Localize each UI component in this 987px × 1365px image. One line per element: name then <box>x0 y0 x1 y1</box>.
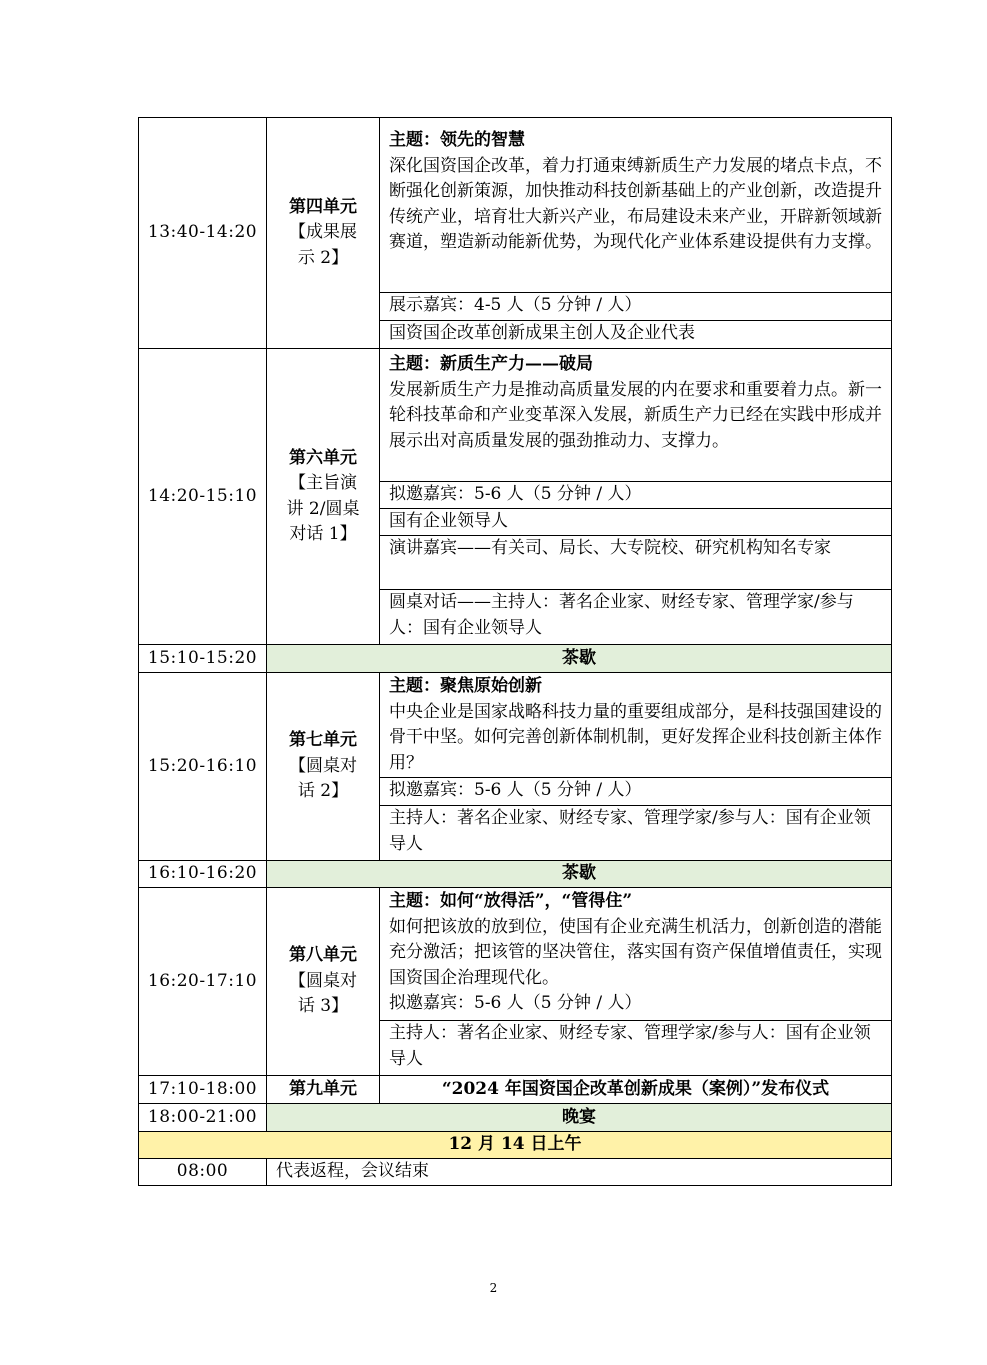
speakers-line: 演讲嘉宾——有关司、局长、大专院校、研究机构知名专家 <box>380 536 891 590</box>
dinner-label: 晚宴 <box>267 1104 892 1132</box>
time-cell: 17:10-18:00 <box>138 1076 267 1104</box>
host-line: 主持人：著名企业家、财经专家、管理学家/参与人：国有企业领导人 <box>389 1023 871 1069</box>
theme-block <box>380 673 891 778</box>
unit-name: 第九单元 <box>267 1076 380 1104</box>
guests-line: 拟邀嘉宾：5-6 人（5 分钟 / 人） <box>380 482 891 510</box>
unit-subtitle: 示 2】 <box>297 247 349 268</box>
content-cell <box>380 673 892 861</box>
unit-name: 第四单元 <box>289 196 357 217</box>
time-cell: 15:10-15:20 <box>138 645 267 673</box>
unit-subtitle: 【成果展 <box>289 222 357 243</box>
theme-title: 主题：领先的智慧 <box>389 130 525 150</box>
time-cell: 15:20-16:10 <box>138 673 267 861</box>
theme-title: 主题：如何“放得活”，“管得住” <box>389 891 633 911</box>
tea-break-label: 茶歇 <box>267 645 892 673</box>
unit-subtitle: 对话 1】 <box>289 524 357 544</box>
unit-subtitle: 讲 2/圆桌 <box>286 498 360 519</box>
agenda-table <box>138 117 892 1186</box>
unit-subtitle: 【主旨演 <box>289 473 357 493</box>
content-cell <box>380 888 892 1076</box>
unit-subtitle: 话 2】 <box>297 781 349 802</box>
day-header: 12 月 14 日上午 <box>138 1132 892 1159</box>
theme-title: 主题：聚焦原始创新 <box>389 676 542 696</box>
unit-name: 第七单元 <box>289 730 357 751</box>
time-cell: 16:20-17:10 <box>138 888 267 1076</box>
unit-cell <box>267 888 380 1076</box>
time-cell: 14:20-15:10 <box>138 349 267 645</box>
unit-name: 第八单元 <box>289 945 357 966</box>
theme-title: 主题：新质生产力——破局 <box>389 354 593 374</box>
tea-break-label: 茶歇 <box>267 861 892 888</box>
unit-name: 第六单元 <box>289 447 357 468</box>
host-line: 主持人：著名企业家、财经专家、管理学家/参与人：国有企业领导人 <box>389 808 871 854</box>
theme-block <box>380 888 891 1021</box>
people-line: 国资国企改革创新成果主创人及企业代表 <box>389 323 695 344</box>
time-cell: 13:40-14:20 <box>138 117 267 349</box>
theme-description: 深化国资国企改革，着力打通束缚新质生产力发展的堵点卡点，不断强化创新策源，加快推动科技创新基础上的产业创新，改造提升传统产业，培育壮大新兴产业，布局建设未来产业，开辟新领域新赛道，塑造新动能新优势，为现代化产业体系建设提供有力支撑。 <box>389 155 882 252</box>
unit-cell <box>267 117 380 349</box>
roundtable-line: 圆桌对话——主持人：著名企业家、财经专家、管理学家/参与人：国有企业领导人 <box>389 592 854 638</box>
unit-subtitle: 话 3】 <box>297 996 349 1017</box>
unit-cell <box>267 349 380 645</box>
unit-subtitle: 【圆桌对 <box>289 755 357 776</box>
time-cell: 16:10-16:20 <box>138 861 267 888</box>
page-number: 2 <box>489 1281 498 1295</box>
unit-subtitle: 【圆桌对 <box>289 970 357 991</box>
guests-line: 拟邀嘉宾：5-6 人（5 分钟 / 人） <box>389 993 642 1013</box>
leaders-line: 国有企业领导人 <box>380 509 891 536</box>
guests-line: 展示嘉宾：4-5 人（5 分钟 / 人） <box>380 293 891 321</box>
content-cell <box>380 117 892 349</box>
theme-description: 如何把该放的放到位，使国有企业充满生机活力，创新创造的潜能充分激活；把该管的坚决管住，落实国有资产保值增值责任，实现国资国企治理现代化。 <box>389 916 882 988</box>
theme-description: 发展新质生产力是推动高质量发展的内在要求和重要着力点。新一轮科技革命和产业变革深入发展，新质生产力已经在实践中形成并展示出对高质量发展的强劲推动力、支撑力。 <box>389 379 882 451</box>
time-cell: 08:00 <box>138 1159 267 1186</box>
closing-line: 代表返程，会议结束 <box>267 1159 892 1186</box>
theme-description: 中央企业是国家战略科技力量的重要组成部分，是科技强国建设的骨干中坚。如何完善创新体制机制，更好发挥企业科技创新主体作用？ <box>389 701 882 773</box>
guests-line: 拟邀嘉宾：5-6 人（5 分钟 / 人） <box>380 778 891 806</box>
theme-block <box>380 118 891 293</box>
release-ceremony: “2024 年国资国企改革创新成果（案例）”发布仪式 <box>380 1076 892 1104</box>
time-cell: 18:00-21:00 <box>138 1104 267 1132</box>
unit-cell <box>267 673 380 861</box>
content-cell <box>380 349 892 645</box>
theme-block <box>380 349 891 482</box>
